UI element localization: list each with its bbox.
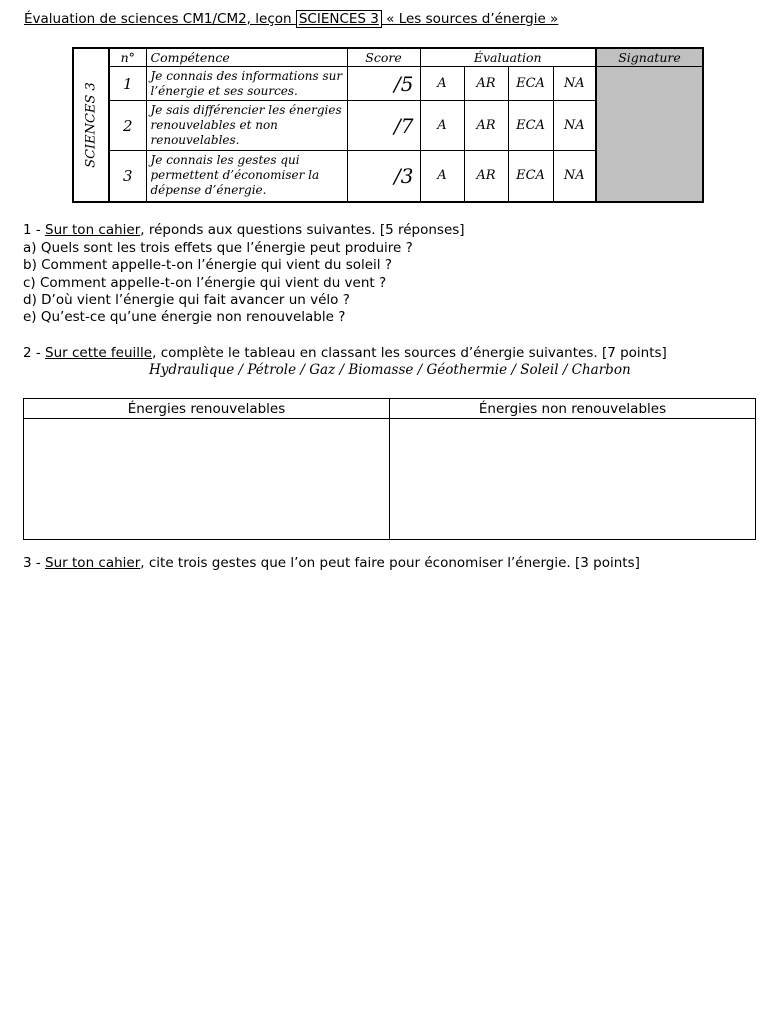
competence-row <box>73 67 703 101</box>
level-ar: AR <box>464 101 508 151</box>
energy-classification-table <box>23 398 756 540</box>
level-ar: AR <box>464 151 508 202</box>
header-non-renewable: Énergies non renouvelables <box>390 399 756 419</box>
page-title <box>24 11 558 27</box>
question-3-instruction: , cite trois gestes que l’on peut faire pour économiser l’énergie. <box>140 555 571 571</box>
row-competence: Je connais des informations sur l’énergie et ses sources. <box>146 67 347 101</box>
row-score: /5 <box>347 67 420 101</box>
non-renewable-answer-cell[interactable] <box>390 419 756 540</box>
row-score: /7 <box>347 101 420 151</box>
level-eca: ECA <box>508 151 553 202</box>
title-suffix: « Les sources d’énergie » <box>381 11 559 27</box>
header-evaluation: Évaluation <box>420 48 596 67</box>
lesson-code: SCIENCES 3 <box>296 10 382 28</box>
question-3-number: 3 - <box>23 555 46 571</box>
question-1-heading <box>23 222 465 239</box>
renewable-answer-cell[interactable] <box>24 419 390 540</box>
signature-box <box>596 67 703 202</box>
header-competence: Compétence <box>146 48 347 67</box>
list-item: e) Qu’est-ce qu’une énergie non renouvelable ? <box>23 309 346 326</box>
header-signature: Signature <box>596 48 703 67</box>
row-number: 2 <box>109 101 146 151</box>
level-a: A <box>420 67 464 101</box>
question-2-heading <box>23 345 667 362</box>
list-item: d) D’où vient l’énergie qui fait avancer un vélo ? <box>23 291 350 308</box>
list-item: a) Quels sont les trois effets que l’énergie peut produire ? <box>23 240 413 256</box>
question-1-instruction: , réponds aux questions suivantes. <box>140 222 376 238</box>
level-a: A <box>420 151 464 202</box>
level-a: A <box>420 101 464 151</box>
list-item: c) Comment appelle-t-on l’énergie qui vient du vent ? <box>23 274 387 291</box>
question-1-where: Sur ton cahier <box>45 222 141 238</box>
row-number: 3 <box>109 151 146 202</box>
level-eca: ECA <box>508 101 553 151</box>
competence-side-cell <box>73 48 109 202</box>
row-score: /3 <box>347 151 420 202</box>
question-2-instruction: , complète le tableau en classant les sources d’énergie suivantes. <box>152 345 598 361</box>
level-na: NA <box>553 101 596 151</box>
competence-side-label: SCIENCES 3 <box>83 81 99 168</box>
level-na: NA <box>553 151 596 202</box>
level-ar: AR <box>464 67 508 101</box>
list-item: b) Comment appelle-t-on l’énergie qui vient du soleil ? <box>23 257 392 274</box>
question-2-points: [7 points] <box>597 345 667 361</box>
question-3-where: Sur ton cahier <box>45 555 141 571</box>
question-1-number: 1 - <box>23 222 46 238</box>
level-eca: ECA <box>508 67 553 101</box>
energy-sources-list: Hydraulique / Pétrole / Gaz / Biomasse / Géothermie / Soleil / Charbon <box>149 362 631 378</box>
question-3-points: [3 points] <box>570 555 640 571</box>
level-na: NA <box>553 67 596 101</box>
question-2-number: 2 - <box>23 345 46 361</box>
row-competence: Je connais les gestes qui permettent d’économiser la dépense d’énergie. <box>146 151 347 202</box>
question-2-where: Sur cette feuille <box>45 345 153 361</box>
row-number: 1 <box>109 67 146 101</box>
question-1-points: [5 réponses] <box>375 222 465 238</box>
title-prefix: Évaluation de sciences CM1/CM2, leçon <box>24 11 296 27</box>
row-competence: Je sais différencier les énergies renouvelables et non renouvelables. <box>146 101 347 151</box>
header-score: Score <box>347 48 420 67</box>
question-3-heading <box>23 555 640 572</box>
competence-table <box>72 47 704 203</box>
header-number: n° <box>109 48 146 67</box>
header-renewable: Énergies renouvelables <box>24 399 390 419</box>
question-1-list <box>23 240 413 326</box>
